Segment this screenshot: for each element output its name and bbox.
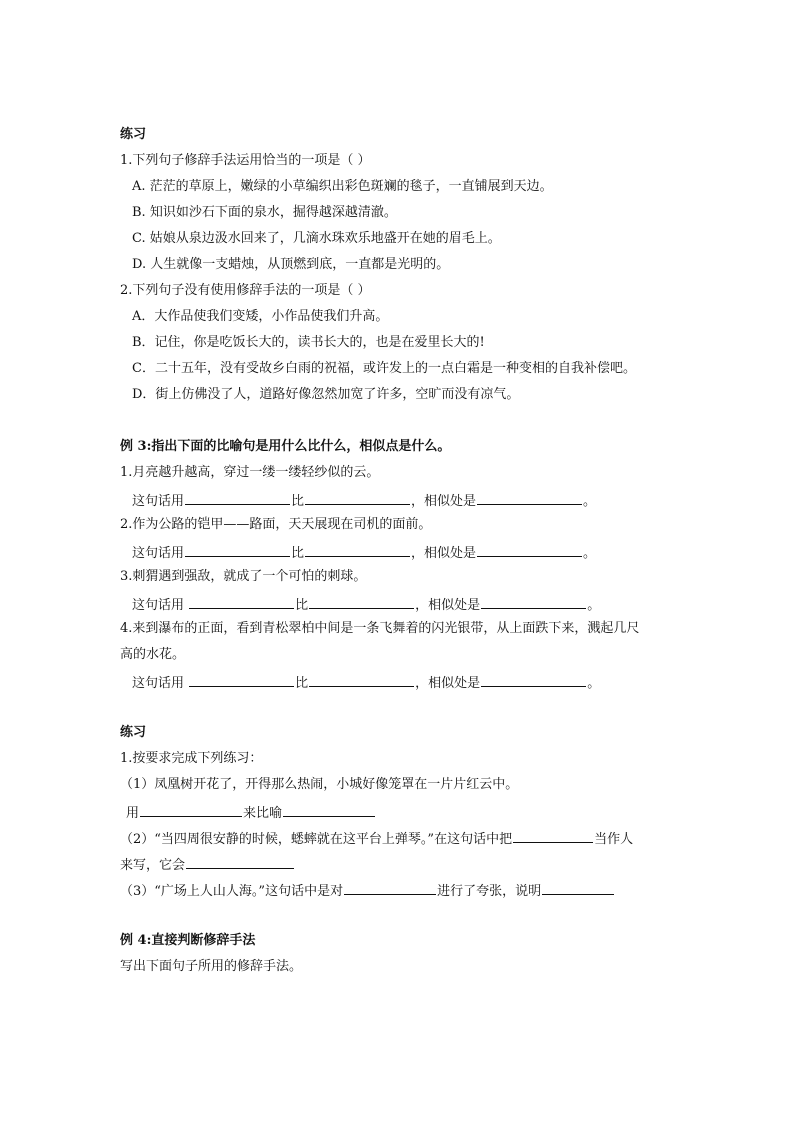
question-2: 2.下列句子没有使用修辞手法的一项是（ ） bbox=[120, 283, 371, 298]
fill-in-line: 这句话用 比 ，相似处是 。 bbox=[132, 672, 600, 690]
fill-in-line: 这句话用 比 ，相似处是 。 bbox=[132, 594, 600, 612]
example-sentence: 3.刺猬遇到强敌，就成了一个可怕的刺球。 bbox=[120, 569, 367, 584]
sub-question-1: （1）凤凰树开花了，开得那么热闹，小城好像笼罩在一片片红云中。 bbox=[120, 777, 519, 792]
example-sentence: 2.作为公路的铠甲——路面，天天展现在司机的面前。 bbox=[120, 517, 432, 532]
answer-blank[interactable] bbox=[140, 802, 242, 817]
answer-blank[interactable] bbox=[305, 490, 410, 505]
fill-in-line: 用 来比喻 bbox=[126, 802, 376, 820]
section-heading: 练习 bbox=[120, 725, 147, 740]
answer-blank[interactable] bbox=[513, 828, 593, 843]
fill-in-line: 这句话用 比 ，相似处是 。 bbox=[132, 490, 596, 508]
example-heading: 例 4:直接判断修辞手法 bbox=[120, 933, 256, 948]
fill-in-line: 这句话用 比 ，相似处是 。 bbox=[132, 542, 596, 560]
answer-blank[interactable] bbox=[481, 594, 586, 609]
sub-question-2-continued: 来写，它会 bbox=[120, 854, 295, 872]
option-d: D. 人生就像一支蜡烛，从顶燃到底，一直都是光明的。 bbox=[132, 257, 450, 272]
answer-blank[interactable] bbox=[186, 854, 294, 869]
option-a: A. 茫茫的草原上，嫩绿的小草编织出彩色斑斓的毯子，一直铺展到天边。 bbox=[132, 179, 553, 194]
option-b: B．记住，你是吃饭长大的，读书长大的，也是在爱里长大的! bbox=[132, 335, 485, 350]
option-b: B. 知识如沙石下面的泉水，掘得越深越清澈。 bbox=[132, 205, 397, 220]
example-sentence: 1.月亮越升越高，穿过一缕一缕轻纱似的云。 bbox=[120, 465, 380, 480]
answer-blank[interactable] bbox=[305, 542, 410, 557]
question-1: 1.按要求完成下列练习： bbox=[120, 751, 263, 766]
answer-blank[interactable] bbox=[309, 672, 414, 687]
answer-blank[interactable] bbox=[189, 594, 294, 609]
answer-blank[interactable] bbox=[477, 542, 582, 557]
answer-blank[interactable] bbox=[309, 594, 414, 609]
sub-question-2: （2）“当四周很安静的时候，蟋蟀就在这平台上弹琴。”在这句话中把 当作人 bbox=[120, 828, 633, 846]
option-a: A．大作品使我们变矮，小作品使我们升高。 bbox=[132, 309, 389, 324]
answer-blank[interactable] bbox=[344, 880, 436, 895]
answer-blank[interactable] bbox=[189, 672, 294, 687]
example-sentence-continued: 高的水花。 bbox=[120, 647, 186, 662]
answer-blank[interactable] bbox=[542, 880, 614, 895]
example-heading: 例 3:指出下面的比喻句是用什么比什么，相似点是什么。 bbox=[120, 439, 451, 454]
example-instruction: 写出下面句子所用的修辞手法。 bbox=[120, 959, 303, 974]
answer-blank[interactable] bbox=[481, 672, 586, 687]
option-d: D．街上仿佛没了人，道路好像忽然加宽了许多，空旷而没有凉气。 bbox=[132, 387, 520, 402]
option-c: C. 姑娘从泉边汲水回来了，几滴水珠欢乐地盛开在她的眉毛上。 bbox=[132, 231, 501, 246]
example-sentence: 4.来到瀑布的正面，看到青松翠柏中间是一条飞舞着的闪光银带，从上面跌下来，溅起几尺 bbox=[120, 621, 640, 636]
answer-blank[interactable] bbox=[185, 542, 290, 557]
sub-question-3: （3）“广场上人山人海。”这句话中是对 进行了夸张，说明 bbox=[120, 880, 615, 898]
answer-blank[interactable] bbox=[477, 490, 582, 505]
section-heading: 练习 bbox=[120, 127, 147, 142]
answer-blank[interactable] bbox=[283, 802, 375, 817]
option-c: C．二十五年，没有受故乡白雨的祝福，或许发上的一点白霜是一种变相的自我补偿吧。 bbox=[132, 361, 636, 376]
answer-blank[interactable] bbox=[185, 490, 290, 505]
question-1: 1.下列句子修辞手法运用恰当的一项是（ ） bbox=[120, 153, 371, 168]
